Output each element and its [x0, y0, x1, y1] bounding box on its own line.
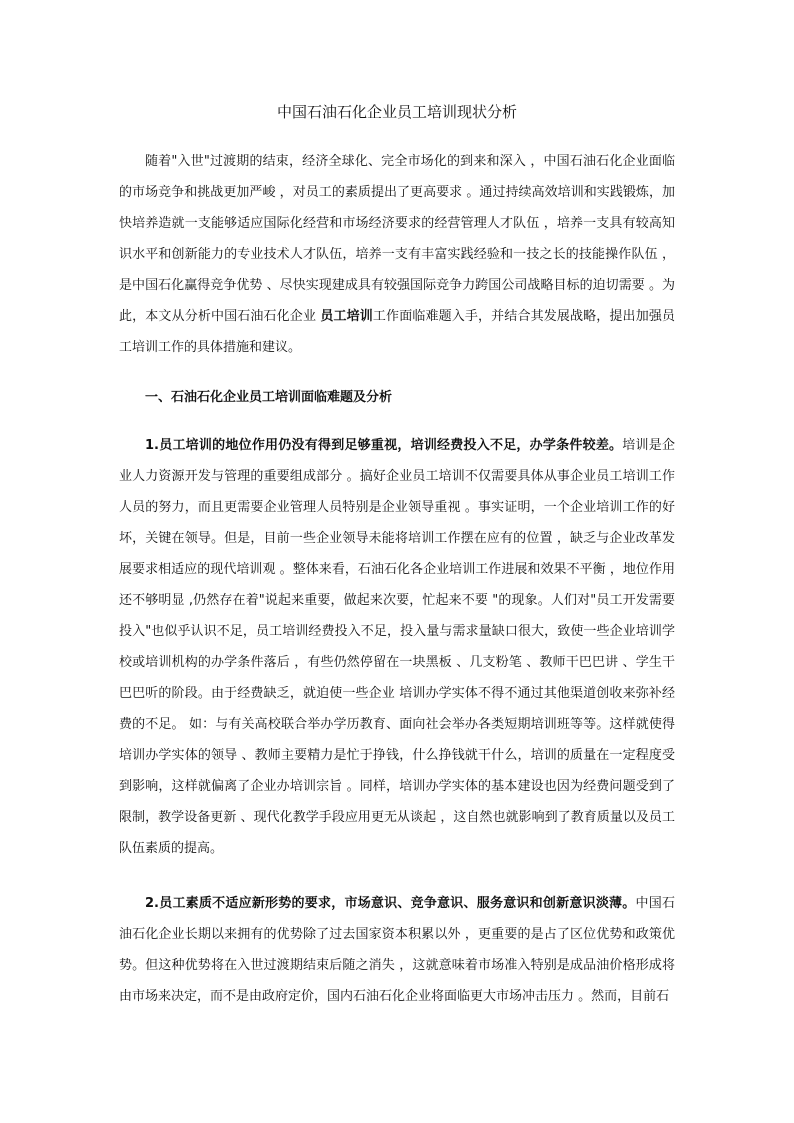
point-1-lead: 1.员工培训的地位作用仍没有得到足够重视，培训经费投入不足，办学条件较差。: [145, 438, 623, 453]
point-1-paragraph: [119, 430, 675, 864]
section-heading: 一、石油石化企业员工培训面临难题及分析: [145, 390, 393, 405]
point-2-text: 中国石油石化企业长期以来拥有的优势除了过去国家资本积累以外 ，更重要的是占了区位优势和政策优势。但这种优势将在入世过渡期结束后随之消失 ，这就意味着市场准入特别是成品油价格形成将由市场来决定，而不是由政府定价，国内石油石化企业将面临更大市场冲击压力 。然而，目前石: [119, 896, 675, 1004]
intro-text-before: 随着"入世"过渡期的结束，经济全球化、完全市场化的到来和深入 ，中国石油石化企业面临的市场竞争和挑战更加严峻 ，对员工的素质提出了更高要求 。通过持续高效培训和实践锻炼，加快培养造就一支能够适应国际化经营和市场经济要求的经营管理人才队伍 ，培养一支具有较高知识水平和创新能力的专业技术人才队伍，培养一支有丰富实践经验和一技之长的技能操作队伍 ，是中国石化赢得竞争优势 、尽快实现建成具有较强国际竞争力跨国公司战略目标的迫切需要 。为此，本文从分析中国石油石化企业: [119, 154, 675, 324]
document-title: 中国石油石化企业员工培训现状分析: [276, 103, 517, 121]
intro-text-after: 工作面临难题入手，并结合其发展战略，提出加强员工培训工作的具体措施和建议。: [119, 309, 675, 355]
point-1-text: 培训是企业人力资源开发与管理的重要组成部分 。搞好企业员工培训不仅需要具体从事企业员工培训工作人员的努力，而且更需要企业管理人员特别是企业领导重视 。事实证明，一个企业培训工作的好坏，关键在领导。但是，目前一些企业领导未能将培训工作摆在应有的位置 ，缺乏与企业改革发展要求相适应的现代培训观 。整体来看，石油石化各企业培训工作进展和效果不平衡 ，地位作用还不够明显 ,仍然存在着"说起来重要，做起来次要，忙起来不要 "的现象。人们对"员工开发需要投入"也似乎认识不足，员工培训经费投入不足，投入量与需求量缺口很大，致使一些企业培训学校或培训机构的办学条件落后 ，有些仍然停留在一块黑板 、几支粉笔 、教师干巴巴讲 、学生干巴巴听的阶段。由于经费缺乏，就迫使一些企业 培训办学实体不得不通过其他渠道创收来弥补经费的不足。 如：与有关高校联合举办学历教育、面向社会举办各类短期培训班等等。这样就使得培训办学实体的领导 、教师主要精力是忙于挣钱，什么挣钱就干什么，培训的质量在一定程度受到影响，这样就偏离了企业办培训宗旨 。同样，培训办学实体的基本建设也因为经费问题受到了限制，教学设备更新 、现代化教学手段应用更无从谈起 ，这自然也就影响到了教育质量以及员工队伍素质的提高。: [119, 438, 675, 856]
point-2-paragraph: [119, 888, 675, 1012]
intro-bold-term: 员工培训: [320, 309, 373, 324]
intro-paragraph: [119, 146, 675, 363]
point-2-lead: 2.员工素质不适应新形势的要求，市场意识、竞争意识、服务意识和创新意识淡薄。: [145, 896, 636, 911]
